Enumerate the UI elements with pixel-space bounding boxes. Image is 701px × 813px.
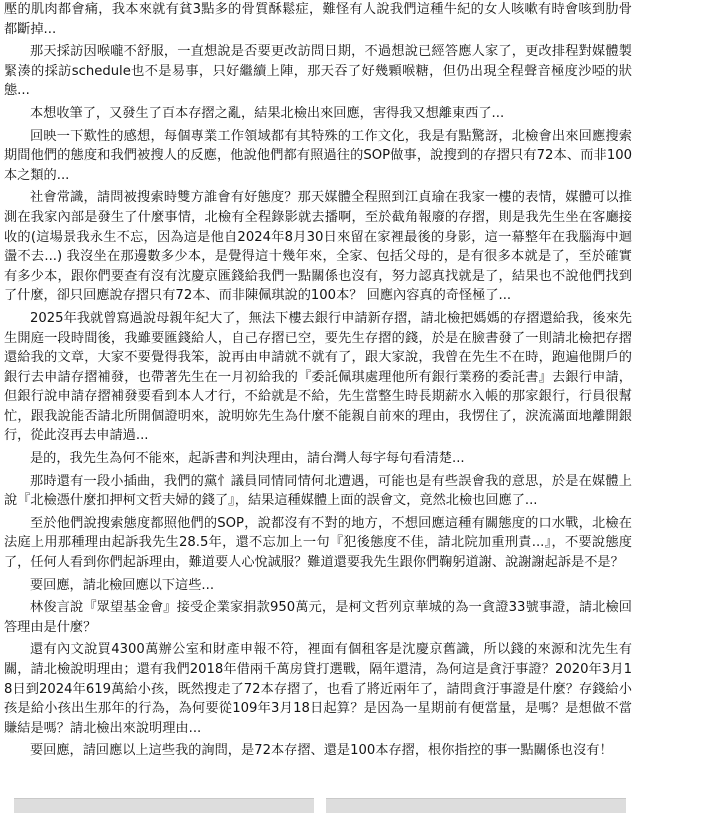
- paragraph: 還有內文說買4300萬辦公室和財產申報不符，裡面有個租客是沈慶京舊識，所以錢的來源和沈先生有關，請北檢說明理由；還有我們2018年借兩千萬房貸打選戰，隔年還清，為何這是貪汙事證？2020年3月18日到2024年619萬給小孩，既然搜走了72本存摺了，也看了將近兩年了，請問貪汙事證是什麼？存錢給小孩是給小孩出生那年的行為，為何要從109年3月18日起算？是因為一星期前有便當量，是嗎？是想做不當賺結是嗎？請北檢出來說明理由...: [4, 642, 632, 736]
- paragraph: 2025年我就曾寫過說母親年紀大了，無法下樓去銀行申請新存摺，請北檢把媽媽的存摺還給我，後來先生開庭一段時間後，我雖要匯錢給人，自己存摺已空，要先生存摺的錢，於是在臉書發了一則請北檢把存摺還給我的文章，大家不要覺得我笨，說再由申請就不就有了，跟大家說，我曾在先生不在時，跑遍他開戶的銀行去申請存摺補發，也帶著先生在一月初給我的『委託佩琪處理他所有銀行業務的委託書』去銀行申請，但銀行說申請存摺補發要看到本人才行，不給就是不給，先生當整生時長期薪水入帳的那家銀行，行員很幫忙，跟我說能否請北所開個證明來，說明妳先生為什麼不能親自前來的理由，我愣住了，淚流滿面地離開銀行，從此沒再去申請過...: [4, 310, 632, 444]
- attachment-thumbnail-left[interactable]: [14, 798, 314, 813]
- paragraph: 那時還有一段小插曲，我們的黨忄議員同情同情何北遭遇，可能也是有些誤會我的意思，於是在媒體上說『北檢憑什麼扣押柯文哲夫婦的錢了』，結果這種媒體上面的誤會文，竟然北檢也回應了...: [4, 473, 632, 509]
- paragraph: 要回應，請回應以上這些我的詢問，是72本存摺、還是100本存摺，根你指控的事一點關係也沒有！: [30, 743, 613, 759]
- paragraph: 至於他們說搜索態度都照他們的SOP，說都沒有不對的地方，不想回應這種有關態度的口水戰，北檢在法庭上用那種理由起訴我先生28.5年，還不忘加上一句『犯後態度不佳，請北院加重刑責...』，不要說態度了，任何人看到你們起訴理由，難道要人心悅誠服？難道還要我先生跟你們鞠躬道謝、說謝謝起訴是不是？: [4, 515, 632, 571]
- page-right-margin: [634, 0, 701, 813]
- bottom-attachment-strip: [0, 795, 701, 813]
- paragraph: 壓的肌肉都會痛，我本來就有貧3點多的骨質酥鬆症，難怪有人說我們這種牛紀的女人咳嗽有時會咳到肋骨都斷掉...: [4, 2, 632, 37]
- paragraph: 社會常識，請問被搜索時雙方誰會有好態度？那天媒體全程照到江貞瑜在我家一樓的表情，媒體可以推測在我家內部是發生了什麼事情，北檢有全程錄影就去播啊，至於截角報廢的存摺，則是我先生坐在客廳接收的(這場景我永生不忘，因為這是他自2024年8月30日來留在家裡最後的身影，這一幕整年在我腦海中迴盪不去...) 我沒坐在那邊數多少本，是覺得這十幾年來，全家、包括父母的，是有很多本就是了，至於確實有多少本，跟你們要查有沒有沈慶京匯錢給我們一點關係也沒有，努力認真找就是了，結果也不說他們找到了什麼，卻只回應說存摺只有72本、而非陳佩琪說的100本？ 回應內容真的奇怪極了...: [4, 190, 632, 304]
- paragraph: 林俊言說『眾望基金會』接受企業家捐款950萬元，是柯文哲列京華城的為一貪證33號事證，請北檢回答理由是什麼？: [4, 600, 632, 635]
- paragraph: 回映一下歎性的感想，每個專業工作領域都有其特殊的工作文化，我是有點驚訝，北檢會出來回應搜索期間他們的態度和我們被搜人的反應，他說他們都有照過往的SOP做事，說搜到的存摺只有72本、而非100本之類的...: [4, 128, 632, 183]
- paragraph: 要回應，請北檢回應以下這些...: [30, 577, 215, 593]
- paragraph: 那天採訪因喉嚨不舒服，一直想說是否要更改訪問日期，不過想說已經答應人家了，更改排程對媒體製緊湊的採訪schedule也不是易事，只好繼續上陣，那天吞了好幾顆喉糖，但仍出現全程聲音極度沙啞的狀態...: [4, 44, 632, 99]
- paragraph: 本想收筆了，又發生了百本存摺之亂，結果北檢出來回應，害得我又想離東西了...: [30, 105, 505, 121]
- paragraph: 是的，我先生為何不能來，起訴書和判決理由，請台灣人每字每句看清楚...: [30, 451, 465, 467]
- attachment-thumbnail-right[interactable]: [326, 798, 626, 813]
